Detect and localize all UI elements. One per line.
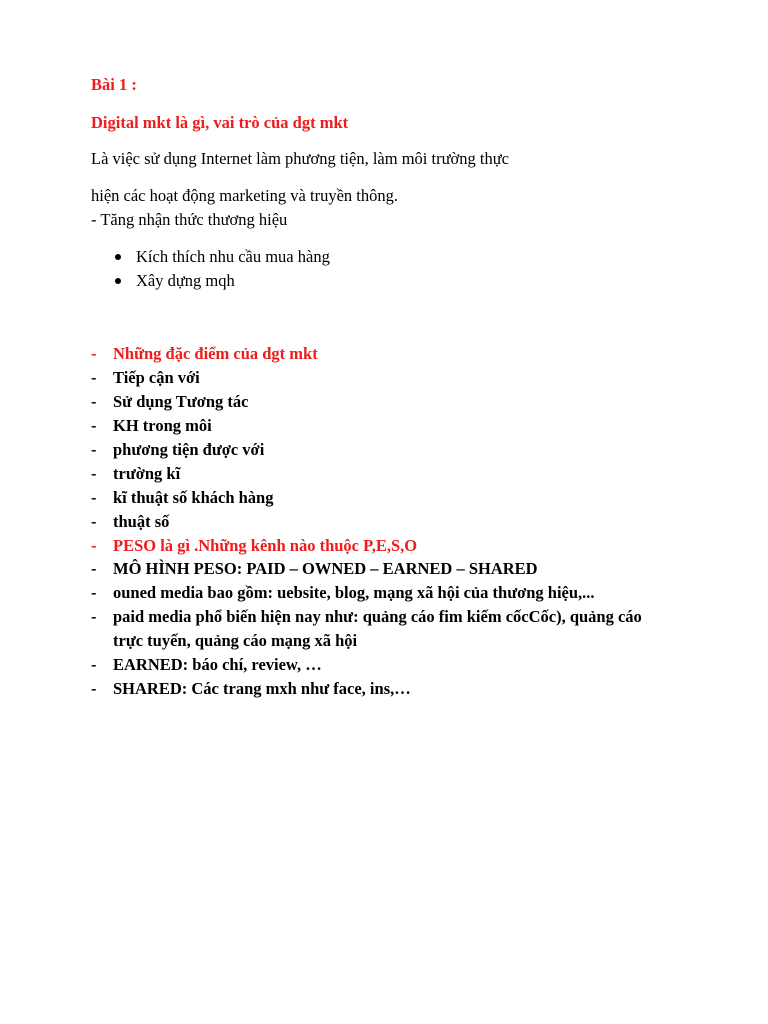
dash-marker: - xyxy=(91,679,97,698)
dash-marker: - xyxy=(91,583,97,602)
bullet-dot xyxy=(115,254,121,260)
dash-marker: - xyxy=(91,416,97,435)
dash-item-continuation: trực tuyến, quảng cáo mạng xã hội xyxy=(113,631,358,650)
dash-marker: - xyxy=(91,464,97,483)
dash-marker: - xyxy=(91,368,97,387)
paragraph-3: - Tăng nhận thức thương hiệu xyxy=(91,210,288,229)
bullet-item: Xây dựng mqh xyxy=(136,271,235,290)
paragraph-2: hiện các hoạt động marketing và truyền thông. xyxy=(91,186,398,205)
document-title: Bài 1 : xyxy=(91,75,137,94)
dash-item: KH trong môi xyxy=(113,416,212,435)
dash-item: paid media phổ biến hiện nay như: quảng cáo fim kiếm cốcCốc), quảng cáo xyxy=(113,607,642,626)
dash-item: kĩ thuật số khách hàng xyxy=(113,488,274,507)
dash-marker: - xyxy=(91,607,97,626)
dash-marker: - xyxy=(91,440,97,459)
bullet-item: Kích thích nhu cầu mua hàng xyxy=(136,247,330,266)
dash-item: phương tiện được với xyxy=(113,440,265,459)
paragraph-1: Là việc sử dụng Internet làm phương tiện, làm môi trường thực xyxy=(91,149,509,168)
bullet-dot xyxy=(115,278,121,284)
dash-marker: - xyxy=(91,512,97,531)
dash-item: thuật số xyxy=(113,512,170,531)
document-subtitle: Digital mkt là gì, vai trò của dgt mkt xyxy=(91,113,349,132)
dash-item: SHARED: Các trang mxh như face, ins,… xyxy=(113,679,411,698)
dash-item: ouned media bao gồm: uebsite, blog, mạng xã hội của thương hiệu,... xyxy=(113,583,595,602)
dash-marker: - xyxy=(91,392,97,411)
dash-marker: - xyxy=(91,536,97,555)
dash-marker: - xyxy=(91,488,97,507)
dash-marker: - xyxy=(91,655,97,674)
dash-item: trường kĩ xyxy=(113,464,181,483)
dash-item: PESO là gì .Những kênh nào thuộc P,E,S,O xyxy=(113,536,418,555)
dash-item: Tiếp cận với xyxy=(113,368,200,387)
dash-item: Sử dụng Tương tác xyxy=(113,392,249,411)
dash-marker: - xyxy=(91,559,97,578)
dash-marker: - xyxy=(91,344,97,363)
dash-item: MÔ HÌNH PESO: PAID – OWNED – EARNED – SHARED xyxy=(113,559,538,578)
dash-item: EARNED: báo chí, review, … xyxy=(113,655,322,674)
dash-item: Những đặc điểm của dgt mkt xyxy=(113,344,318,363)
